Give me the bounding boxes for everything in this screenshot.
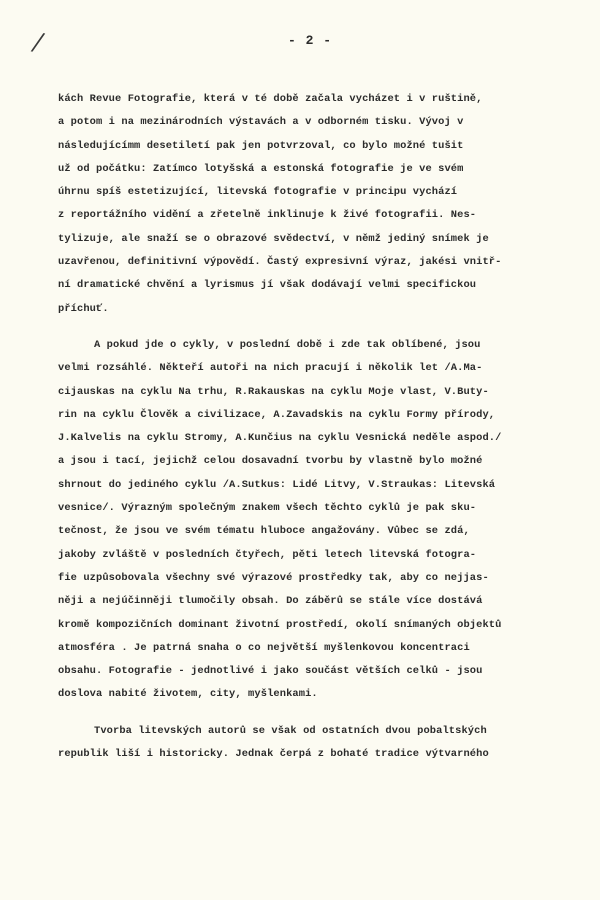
text-line: republik liší i historicky. Jednak čerpá z bohaté tradice výtvarného bbox=[58, 748, 489, 761]
text-line: A pokud jde o cykly, v poslední době i zde tak oblíbené, jsou bbox=[94, 338, 481, 351]
text-line: uzavřenou, definitivní výpovědí. Častý expresivní výraz, jakési vnitř- bbox=[58, 256, 502, 269]
text-line: z reportážního vidění a zřetelně inklinuje k živé fotografii. Nes- bbox=[58, 209, 477, 222]
text-line: už od počátku: Zatímco lotyšská a estonská fotografie je ve svém bbox=[58, 162, 464, 175]
handwritten-margin-mark: / bbox=[32, 27, 45, 57]
text-line: cijauskas na cyklu Na trhu, R.Rakauskas na cyklu Moje vlast, V.Buty- bbox=[58, 385, 489, 398]
text-line: a jsou i tací, jejichž celou dosavadní tvorbu by vlastně bylo možné bbox=[58, 455, 483, 468]
paragraph-3 bbox=[58, 720, 578, 767]
text-line: doslova nabité životem, city, myšlenkami. bbox=[58, 688, 318, 701]
page-number: - 2 - bbox=[287, 33, 332, 48]
body-text bbox=[58, 88, 578, 766]
paragraph-2 bbox=[58, 334, 578, 707]
paragraph-gap bbox=[58, 707, 578, 720]
text-line: jakoby zvláště v posledních čtyřech, pěti letech litevská fotogra- bbox=[58, 548, 477, 561]
paragraph-gap bbox=[58, 321, 578, 334]
paragraph-1 bbox=[58, 88, 578, 321]
text-line: ní dramatické chvění a lyrismus jí však dodávají velmi specifickou bbox=[58, 279, 477, 292]
text-line: něji a nejúčinněji tlumočily obsah. Do záběrů se stále více dostává bbox=[58, 595, 483, 608]
text-line: tylizuje, ale snaží se o obrazové svědectví, v němž jediný snímek je bbox=[58, 232, 489, 245]
text-line: J.Kalvelis na cyklu Stromy, A.Kunčius na cyklu Vesnická neděle aspod./ bbox=[58, 432, 502, 445]
text-line: příchuť. bbox=[58, 302, 109, 315]
text-line: tečnost, že jsou ve svém tématu hluboce angažovány. Vůbec se zdá, bbox=[58, 525, 470, 538]
text-line: obsahu. Fotografie - jednotlivé i jako součást větších celků - jsou bbox=[58, 665, 483, 678]
text-line: kromě kompozičních dominant životní prostředí, okolí snímaných objektů bbox=[58, 618, 502, 631]
text-line: následujícímm desetiletí pak jen potvrzoval, co bylo možné tušit bbox=[58, 139, 464, 152]
text-line: Tvorba litevských autorů se však od ostatních dvou pobaltských bbox=[94, 724, 487, 737]
text-line: vesnice/. Výrazným společným znakem všech těchto cyklů je pak sku- bbox=[58, 502, 477, 515]
text-line: a potom i na mezinárodních výstavách a v odborném tisku. Vývoj v bbox=[58, 116, 464, 129]
text-line: shrnout do jediného cyklu /A.Sutkus: Lidé Litvy, V.Straukas: Litevská bbox=[58, 478, 496, 491]
text-line: velmi rozsáhlé. Někteří autoři na nich pracují i několik let /A.Ma- bbox=[58, 362, 483, 375]
text-line: rin na cyklu Člověk a civilizace, A.Zavadskis na cyklu Formy přírody, bbox=[58, 408, 496, 421]
text-line: úhrnu spíš estetizující, litevská fotografie v principu vychází bbox=[58, 186, 458, 199]
text-line: kách Revue Fotografie, která v té době začala vycházet i v ruštině, bbox=[58, 93, 483, 105]
text-line: atmosféra . Je patrná snaha o co největší myšlenkovou koncentraci bbox=[58, 641, 470, 654]
text-line: fie uzpůsobovala všechny své výrazové prostředky tak, aby co nejjas- bbox=[58, 571, 489, 584]
